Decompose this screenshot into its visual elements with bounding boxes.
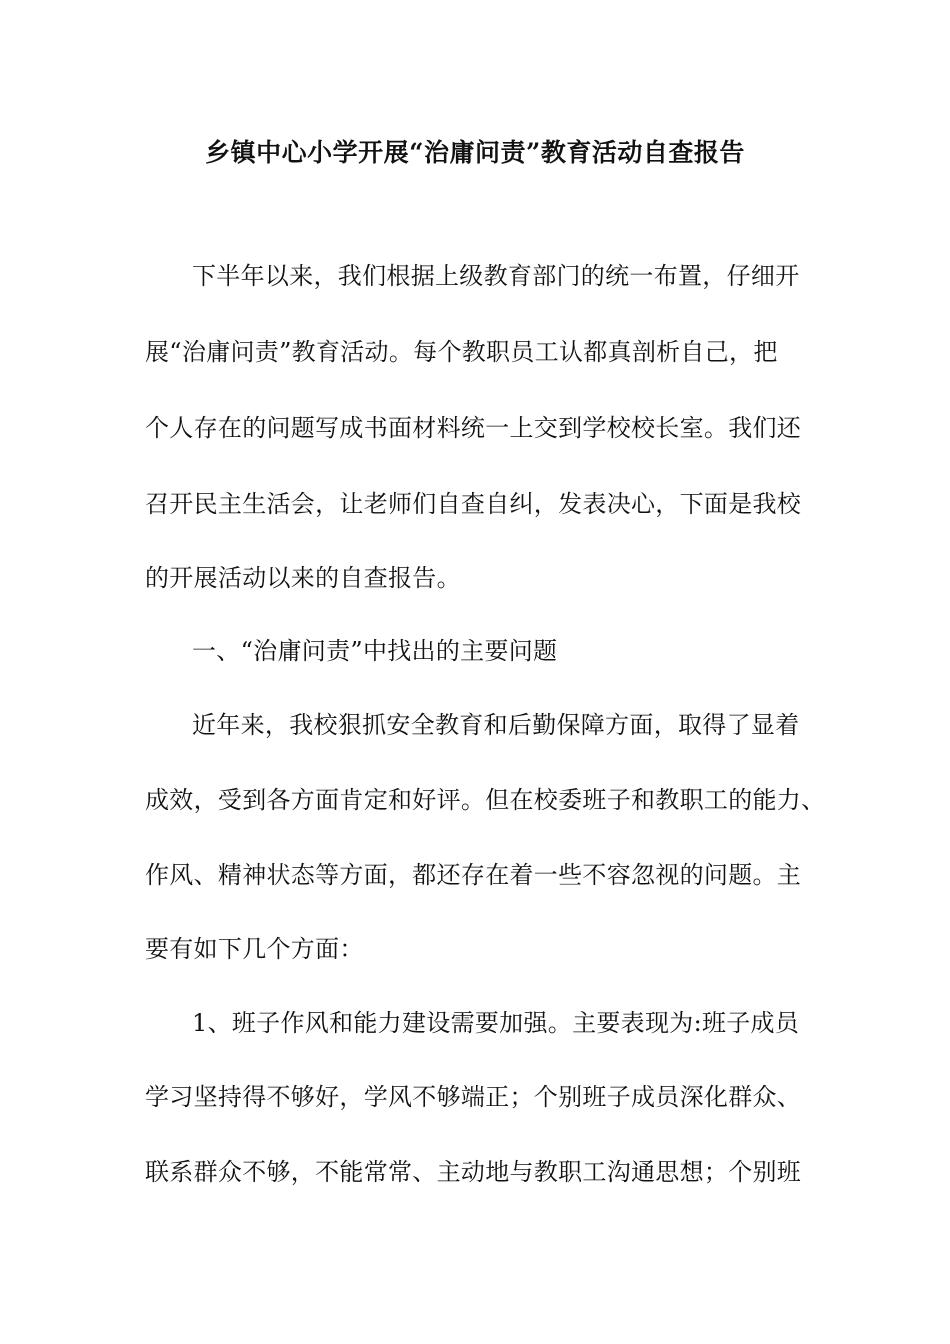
section-heading: 一、“治庸问责”中找出的主要问题 — [192, 637, 558, 665]
paragraph-line: 的开展活动以来的自查报告。 — [145, 564, 461, 592]
paragraph-line: 要有如下几个方面： — [145, 935, 364, 963]
paragraph-line: 联系群众不够，不能常常、主动地与教职工沟通思想；个别班 — [145, 1158, 802, 1186]
paragraph-line: 1、班子作风和能力建设需要加强。主要表现为:班子成员 — [192, 1009, 800, 1037]
paragraph-line: 个人存在的问题写成书面材料统一上交到学校校长室。我们还 — [145, 414, 802, 442]
paragraph-line: 近年来，我校狠抓安全教育和后勤保障方面，取得了显着 — [192, 711, 800, 739]
paragraph-line: 下半年以来，我们根据上级教育部门的统一布置，仔细开 — [192, 262, 800, 290]
paragraph-line: 成效，受到各方面肯定和好评。但在校委班子和教职工的能力、 — [145, 786, 826, 814]
paragraph-line: 作风、精神状态等方面，都还存在着一些不容忽视的问题。主 — [145, 861, 802, 889]
paragraph-line: 展“治庸问责”教育活动。每个教职员工认都真剖析自己，把 — [145, 338, 778, 366]
paragraph-line: 学习坚持得不够好，学风不够端正；个别班子成员深化群众、 — [145, 1083, 802, 1111]
paragraph-line: 召开民主生活会，让老师们自查自纠，发表决心，下面是我校 — [145, 490, 802, 518]
document-title: 乡镇中心小学开展“治庸问责”教育活动自查报告 — [205, 138, 745, 167]
